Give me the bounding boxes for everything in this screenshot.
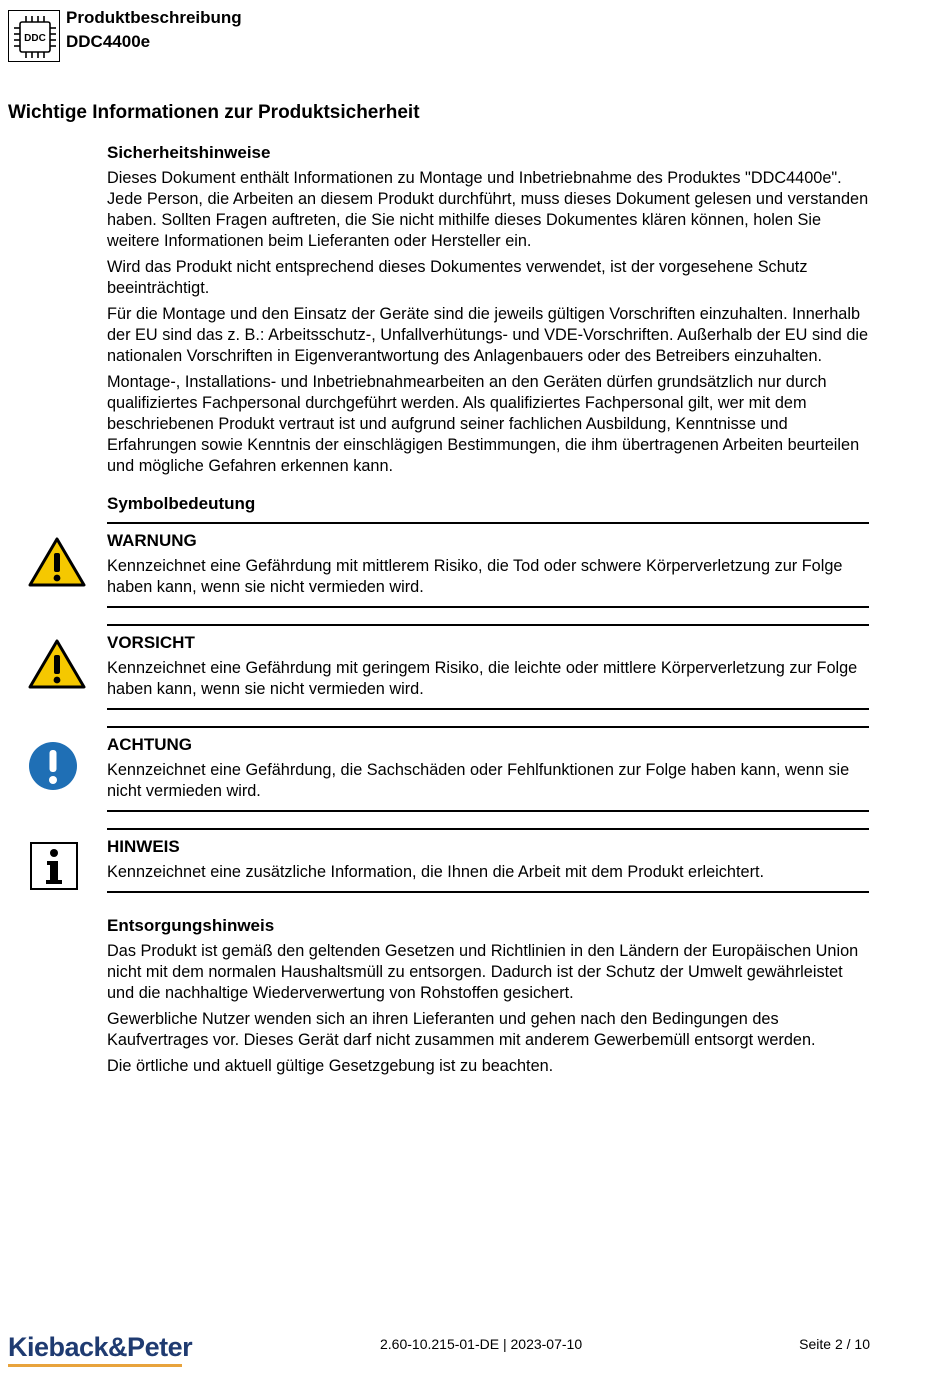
warning-triangle-icon: [27, 536, 87, 596]
symbol-caution: [107, 624, 869, 710]
main-content: [107, 142, 869, 1093]
safety-paragraph: Montage-, Installations- und Inbetriebnahmearbeiten an den Geräten dürfen grundsätzlich nur durch qualifiziertes Fachpersonal durchgeführt werden. Als qualifiziertes Fachpersonal gilt, wer mit dem beschriebenen Produkt vertraut ist und aufgrund seiner fachlichen Ausbildung, Kenntnisse und Erfahrungen sowie Kenntnis der einschlägigen Bestimmungen, die ihm übertragenen Arbeiten beurteilen und mögliche Gefahren erkennen kann.: [107, 373, 860, 475]
symbols-heading: Symbolbedeutung: [107, 494, 256, 513]
safety-paragraph: Wird das Produkt nicht entsprechend dieses Dokumentes verwendet, ist der vorgesehene Schutz beeinträchtigt.: [107, 258, 808, 297]
disposal-paragraph: Gewerbliche Nutzer wenden sich an ihren Lieferanten und gehen nach den Bedingungen des Kaufvertrages vor. Dieses Gerät darf nicht zusammen mit anderem Gewerbemüll entsorgt werden.: [107, 1010, 816, 1049]
symbol-description: Kennzeichnet eine Gefährdung, die Sachschäden oder Fehlfunktionen zur Folge haben kann, wenn sie nicht vermieden wird.: [107, 761, 850, 800]
page-number: Seite 2 / 10: [799, 1336, 870, 1352]
symbol-title: HINWEIS: [107, 837, 180, 856]
symbol-title: ACHTUNG: [107, 735, 192, 754]
document-reference: 2.60-10.215-01-DE | 2023-07-10: [380, 1336, 583, 1352]
symbol-warning: [107, 522, 869, 608]
symbol-title: VORSICHT: [107, 633, 195, 652]
disposal-section: [107, 915, 869, 1077]
info-box-icon: [27, 842, 87, 902]
safety-paragraph: Für die Montage und den Einsatz der Geräte sind die jeweils gültigen Vorschriften einzuhalten. Innerhalb der EU sind das z. B.: Arbeitsschutz-, Unfallverhütungs- und VDE-Vorschriften. Außerhalb der EU sind die nationalen Vorschriften in Eigenverantwortung des Anlagenbauers oder des Betreibers einzuhalten.: [107, 305, 869, 365]
attention-circle-icon: [27, 740, 87, 800]
safety-paragraph: Dieses Dokument enthält Informationen zu Montage und Inbetriebnahme des Produktes "DDC4400e". Jede Person, die Arbeiten an diesem Produkt durchführt, muss dieses Dokument gelesen und verstanden haben. Sollten Fragen auftreten, die Sie nicht mithilfe dieses Dokumentes klären können, holen Sie weitere Informationen beim Lieferanten oder Hersteller ein.: [107, 169, 869, 250]
disposal-paragraph: Die örtliche und aktuell gültige Gesetzgebung ist zu beachten.: [107, 1057, 554, 1075]
page-footer: [0, 1330, 950, 1370]
disposal-heading: Entsorgungshinweis: [107, 916, 275, 935]
symbol-title: WARNUNG: [107, 531, 197, 550]
disposal-paragraph: Das Produkt ist gemäß den geltenden Gesetzen und Richtlinien in den Ländern der Europäischen Union nicht mit dem normalen Haushaltsmüll zu entsorgen. Dadurch ist der Schutz der Umwelt gewährleistet und die nachhaltige Wiederverwertung von Rohstoffen gesichert.: [107, 942, 859, 1002]
header-product-name: DDC4400e: [66, 32, 151, 51]
safety-heading: Sicherheitshinweise: [107, 143, 271, 162]
symbol-description: Kennzeichnet eine zusätzliche Information, die Ihnen die Arbeit mit dem Produkt erleichtert.: [107, 863, 765, 881]
symbol-note: [107, 828, 869, 893]
page-title: Wichtige Informationen zur Produktsicherheit: [8, 102, 420, 123]
symbol-description: Kennzeichnet eine Gefährdung mit geringem Risiko, die leichte oder mittlere Körperverletzung zur Folge haben kann, wenn sie nicht vermieden wird.: [107, 659, 858, 698]
symbol-attention: [107, 726, 869, 812]
logo-underline: [8, 1364, 182, 1367]
symbol-description: Kennzeichnet eine Gefährdung mit mittlerem Risiko, die Tod oder schwere Körperverletzung zur Folge haben kann, wenn sie nicht vermieden wird.: [107, 557, 843, 596]
company-logo: Kieback&Peter: [8, 1332, 193, 1362]
ddc-chip-icon: [8, 10, 60, 62]
chip-label: DDC: [24, 33, 46, 44]
safety-section: [107, 142, 869, 477]
header-doc-type: Produktbeschreibung: [66, 8, 242, 27]
caution-triangle-icon: [27, 638, 87, 698]
